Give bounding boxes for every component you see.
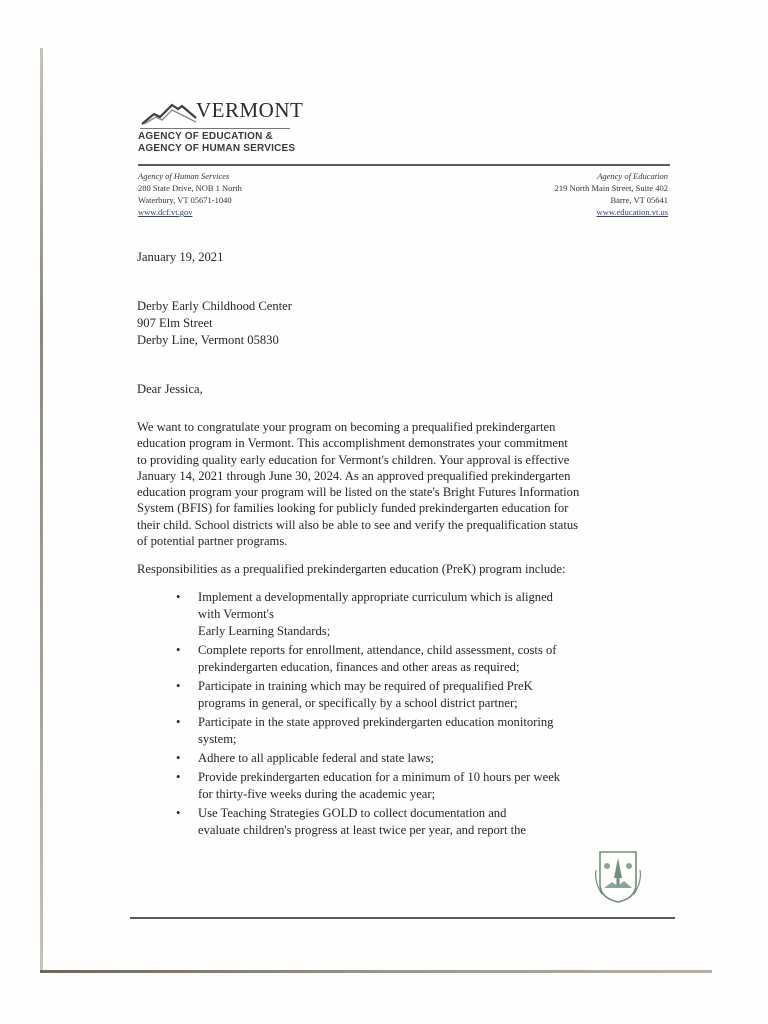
body-line: of potential partner programs. <box>137 534 288 549</box>
agency-city: Barre, VT 05641 <box>610 195 668 205</box>
responsibilities-list <box>176 589 596 841</box>
responsibilities-intro: Responsibilities as a prequalified prekindergarten education (PreK) program include: <box>137 562 566 576</box>
list-item: • Complete reports for enrollment, attendance, child assessment, costs of prekindergarten education, finances and other areas as required; <box>176 642 596 676</box>
recipient-name: Derby Early Childhood Center <box>137 299 292 313</box>
list-item: • Provide prekindergarten education for a minimum of 10 hours per week for thirty-five weeks during the academic year; <box>176 769 596 803</box>
list-item: • Participate in training which may be required of prequalified PreK programs in general, or specifically by a school district partner; <box>176 678 596 712</box>
letter-date: January 19, 2021 <box>137 250 224 264</box>
agency-name: Agency of Human Services <box>138 171 230 181</box>
body-line: January 14, 2021 through June 30, 2024. As an approved prequalified prekindergarten <box>137 468 571 483</box>
body-line: to providing quality early education for Vermont's children. Your approval is effective <box>137 452 570 467</box>
scan-edge-bottom <box>40 970 712 973</box>
header-divider <box>138 164 670 166</box>
list-item: • Participate in the state approved prekindergarten education monitoring system; <box>176 714 596 748</box>
footer-divider <box>130 917 675 919</box>
body-line: education program in Vermont. This accomplishment demonstrates your commitment <box>137 436 568 451</box>
list-item: • Implement a developmentally appropriate curriculum which is aligned with Vermont's Early Learning Standards; <box>176 589 596 640</box>
vermont-seal-icon <box>592 848 644 909</box>
body-paragraph <box>137 419 607 549</box>
agency-url-link[interactable]: www.dcf.vt.gov <box>138 207 193 217</box>
address-human-services <box>138 170 242 218</box>
logo-wordmark: VERMONT <box>196 98 304 122</box>
agency-street: 280 State Drive, NOB 1 North <box>138 183 242 193</box>
agency-line-human-services: AGENCY OF HUMAN SERVICES <box>138 143 296 154</box>
recipient-city: Derby Line, Vermont 05830 <box>137 333 279 347</box>
agency-url-link[interactable]: www.education.vt.us <box>596 207 668 217</box>
body-line: System (BFIS) for families looking for publicly funded prekindergarten education for <box>137 501 569 516</box>
logo-rule <box>140 128 290 129</box>
body-line: We want to congratulate your program on becoming a prequalified prekindergarten <box>137 420 556 434</box>
recipient-street: 907 Elm Street <box>137 316 213 330</box>
agency-street: 219 North Main Street, Suite 402 <box>554 183 668 193</box>
agency-city: Waterbury, VT 05671-1040 <box>138 195 232 205</box>
salutation: Dear Jessica, <box>137 382 203 396</box>
list-item: • Use Teaching Strategies GOLD to collect documentation and evaluate children's progress at least twice per year, and report the <box>176 805 596 839</box>
body-line: their child. School districts will also be able to see and verify the prequalification status <box>137 517 579 532</box>
agency-name: Agency of Education <box>597 171 668 181</box>
agency-line-education: AGENCY OF EDUCATION & <box>138 131 273 142</box>
body-line: education program your program will be listed on the state's Bright Futures Information <box>137 485 580 500</box>
address-education <box>470 170 668 218</box>
list-item: • Adhere to all applicable federal and state laws; <box>176 750 596 767</box>
mountain-logo-icon <box>140 100 198 126</box>
